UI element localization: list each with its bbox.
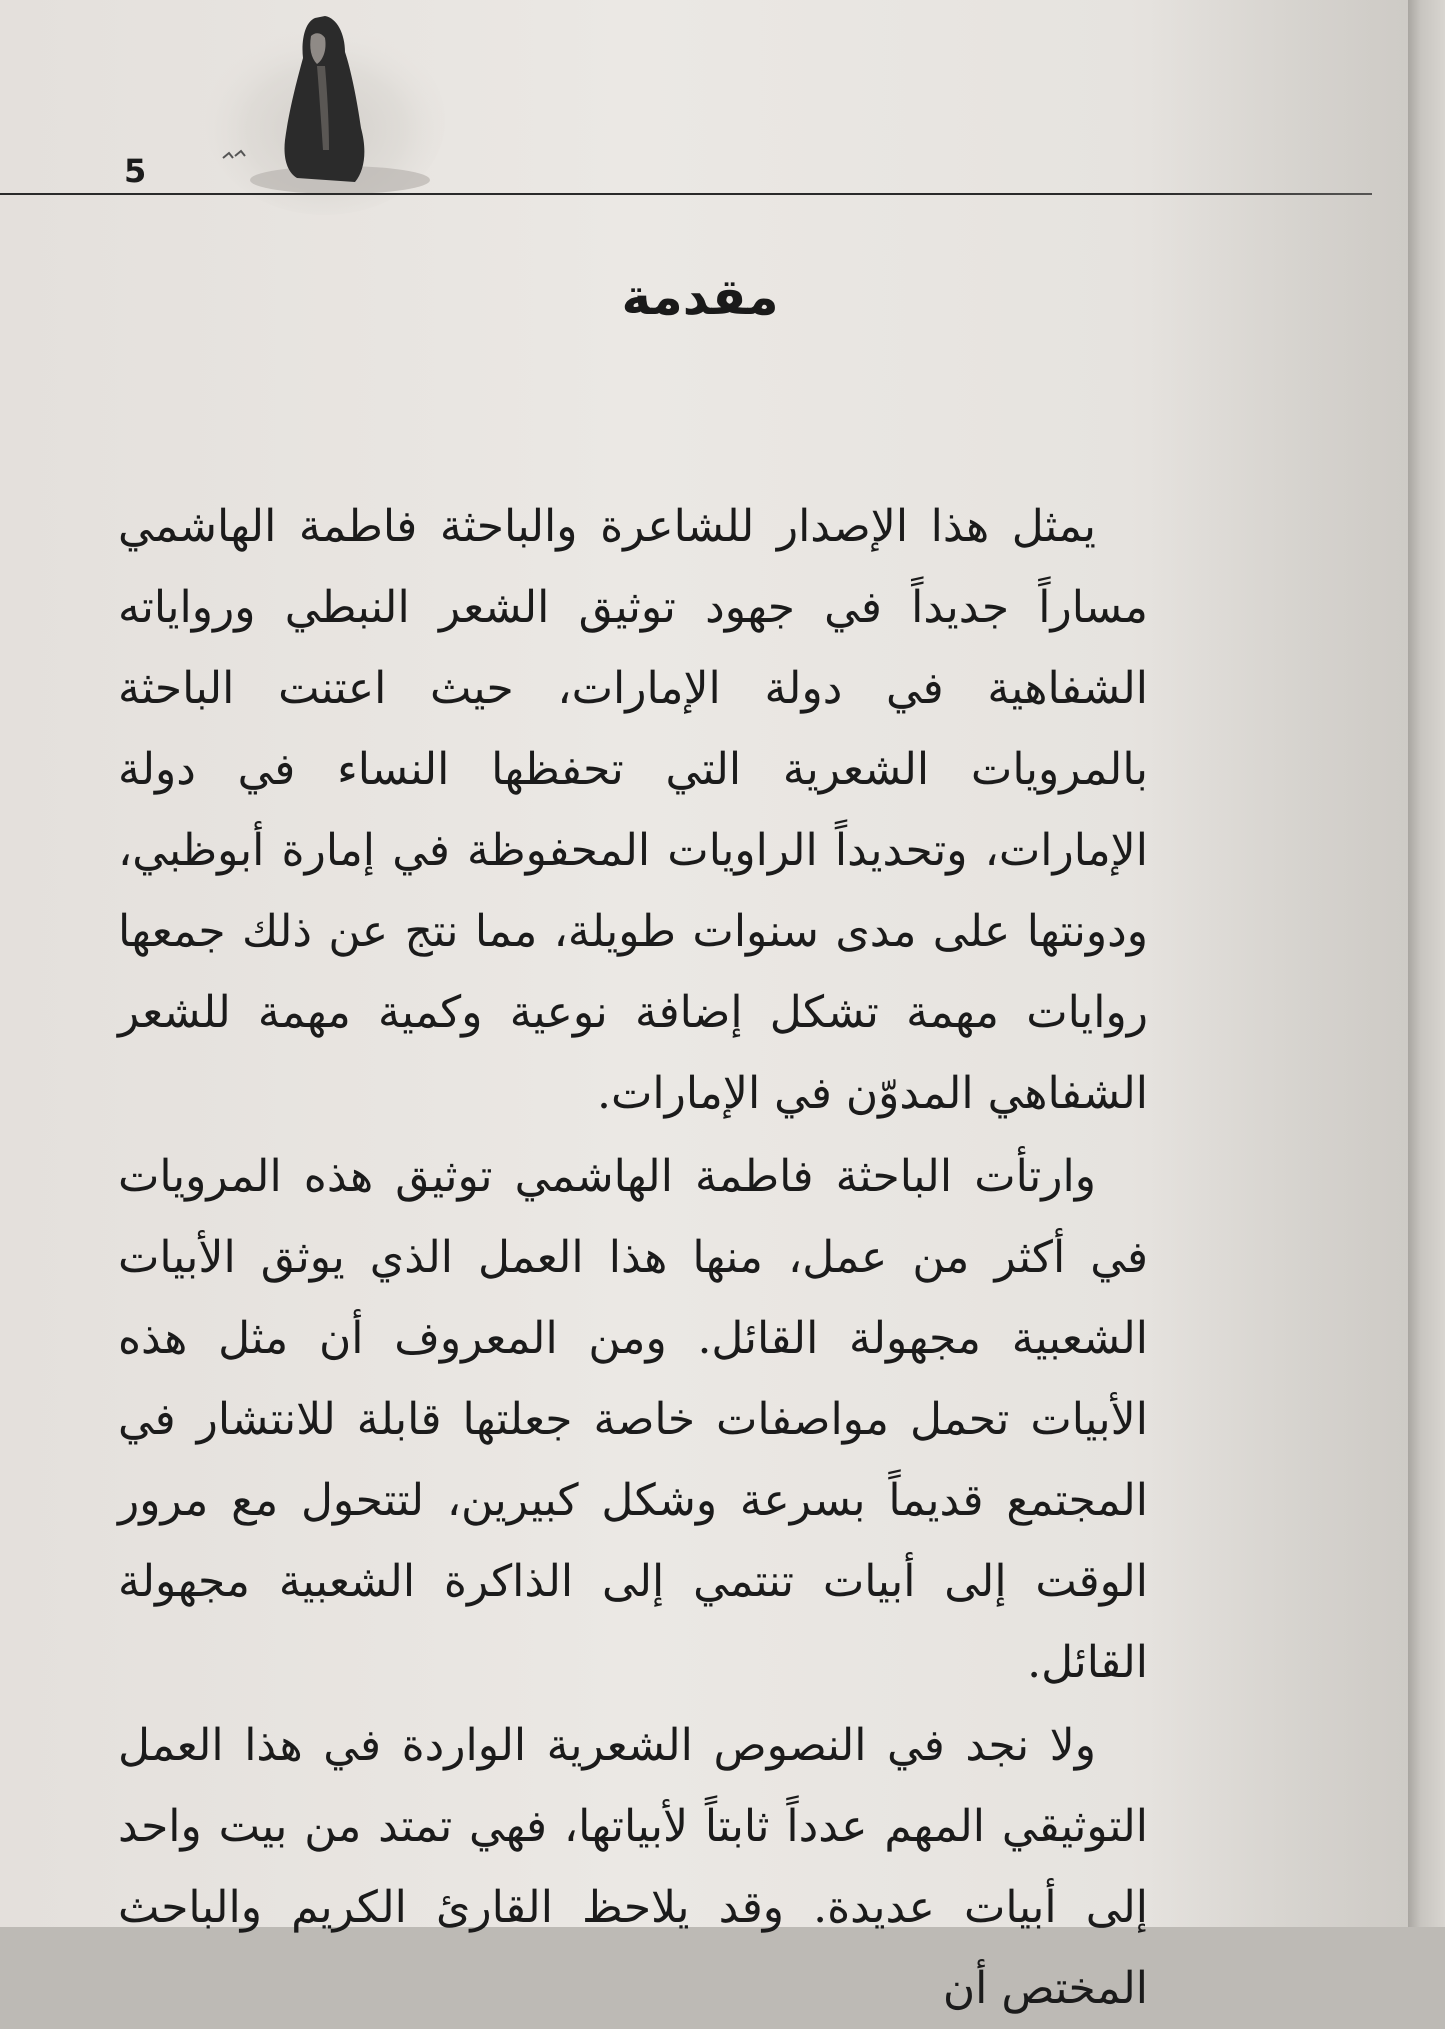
paragraph-3: ولا نجد في النصوص الشعرية الواردة في هذا العمل التوثيقي المهم عدداً ثابتاً لأبياتها، فهي تمتد من بيت واحد إلى أبيات عديدة. وقد يلاحظ القارئ الكريم والباحث المختص أن: [118, 1720, 1148, 2014]
page-edge: [1408, 0, 1445, 1927]
paragraph-2: وارتأت الباحثة فاطمة الهاشمي توثيق هذه المرويات في أكثر من عمل، منها هذا العمل الذي يوثق الأبيات الشعبية مجهولة القائل. ومن المعروف أن مثل هذه الأبيات تحمل مواصفات خاصة جعلتها قابلة للانتشار في المجتمع قديماً بسرعة وشكل كبيرين، لتتحول مع مرور الوقت إلى أبيات تنتمي إلى الذاكرة الشعبية مجهولة القائل.: [118, 1151, 1148, 1688]
page-number: 5: [124, 152, 147, 190]
body-text: [118, 486, 1148, 2029]
paragraph-1: يمثل هذا الإصدار للشاعرة والباحثة فاطمة الهاشمي مساراً جديداً في جهود توثيق الشعر النبطي ورواياته الشفاهية في دولة الإمارات، حيث اعتنت الباحثة بالمرويات الشعرية التي تحفظها النساء في دولة الإمارات، وتحديداً الراويات المحفوظة في إمارة أبوظبي، ودونتها على مدى سنوات طويلة، مما نتج عن ذلك جمعها روايات مهمة تشكل إضافة نوعية وكمية مهمة للشعر الشفاهي المدوّن في الإمارات.: [118, 501, 1148, 1119]
chapter-title: مقدمة: [621, 268, 779, 326]
header-rule: [0, 193, 1372, 195]
veiled-woman-vignette: [205, 0, 445, 215]
